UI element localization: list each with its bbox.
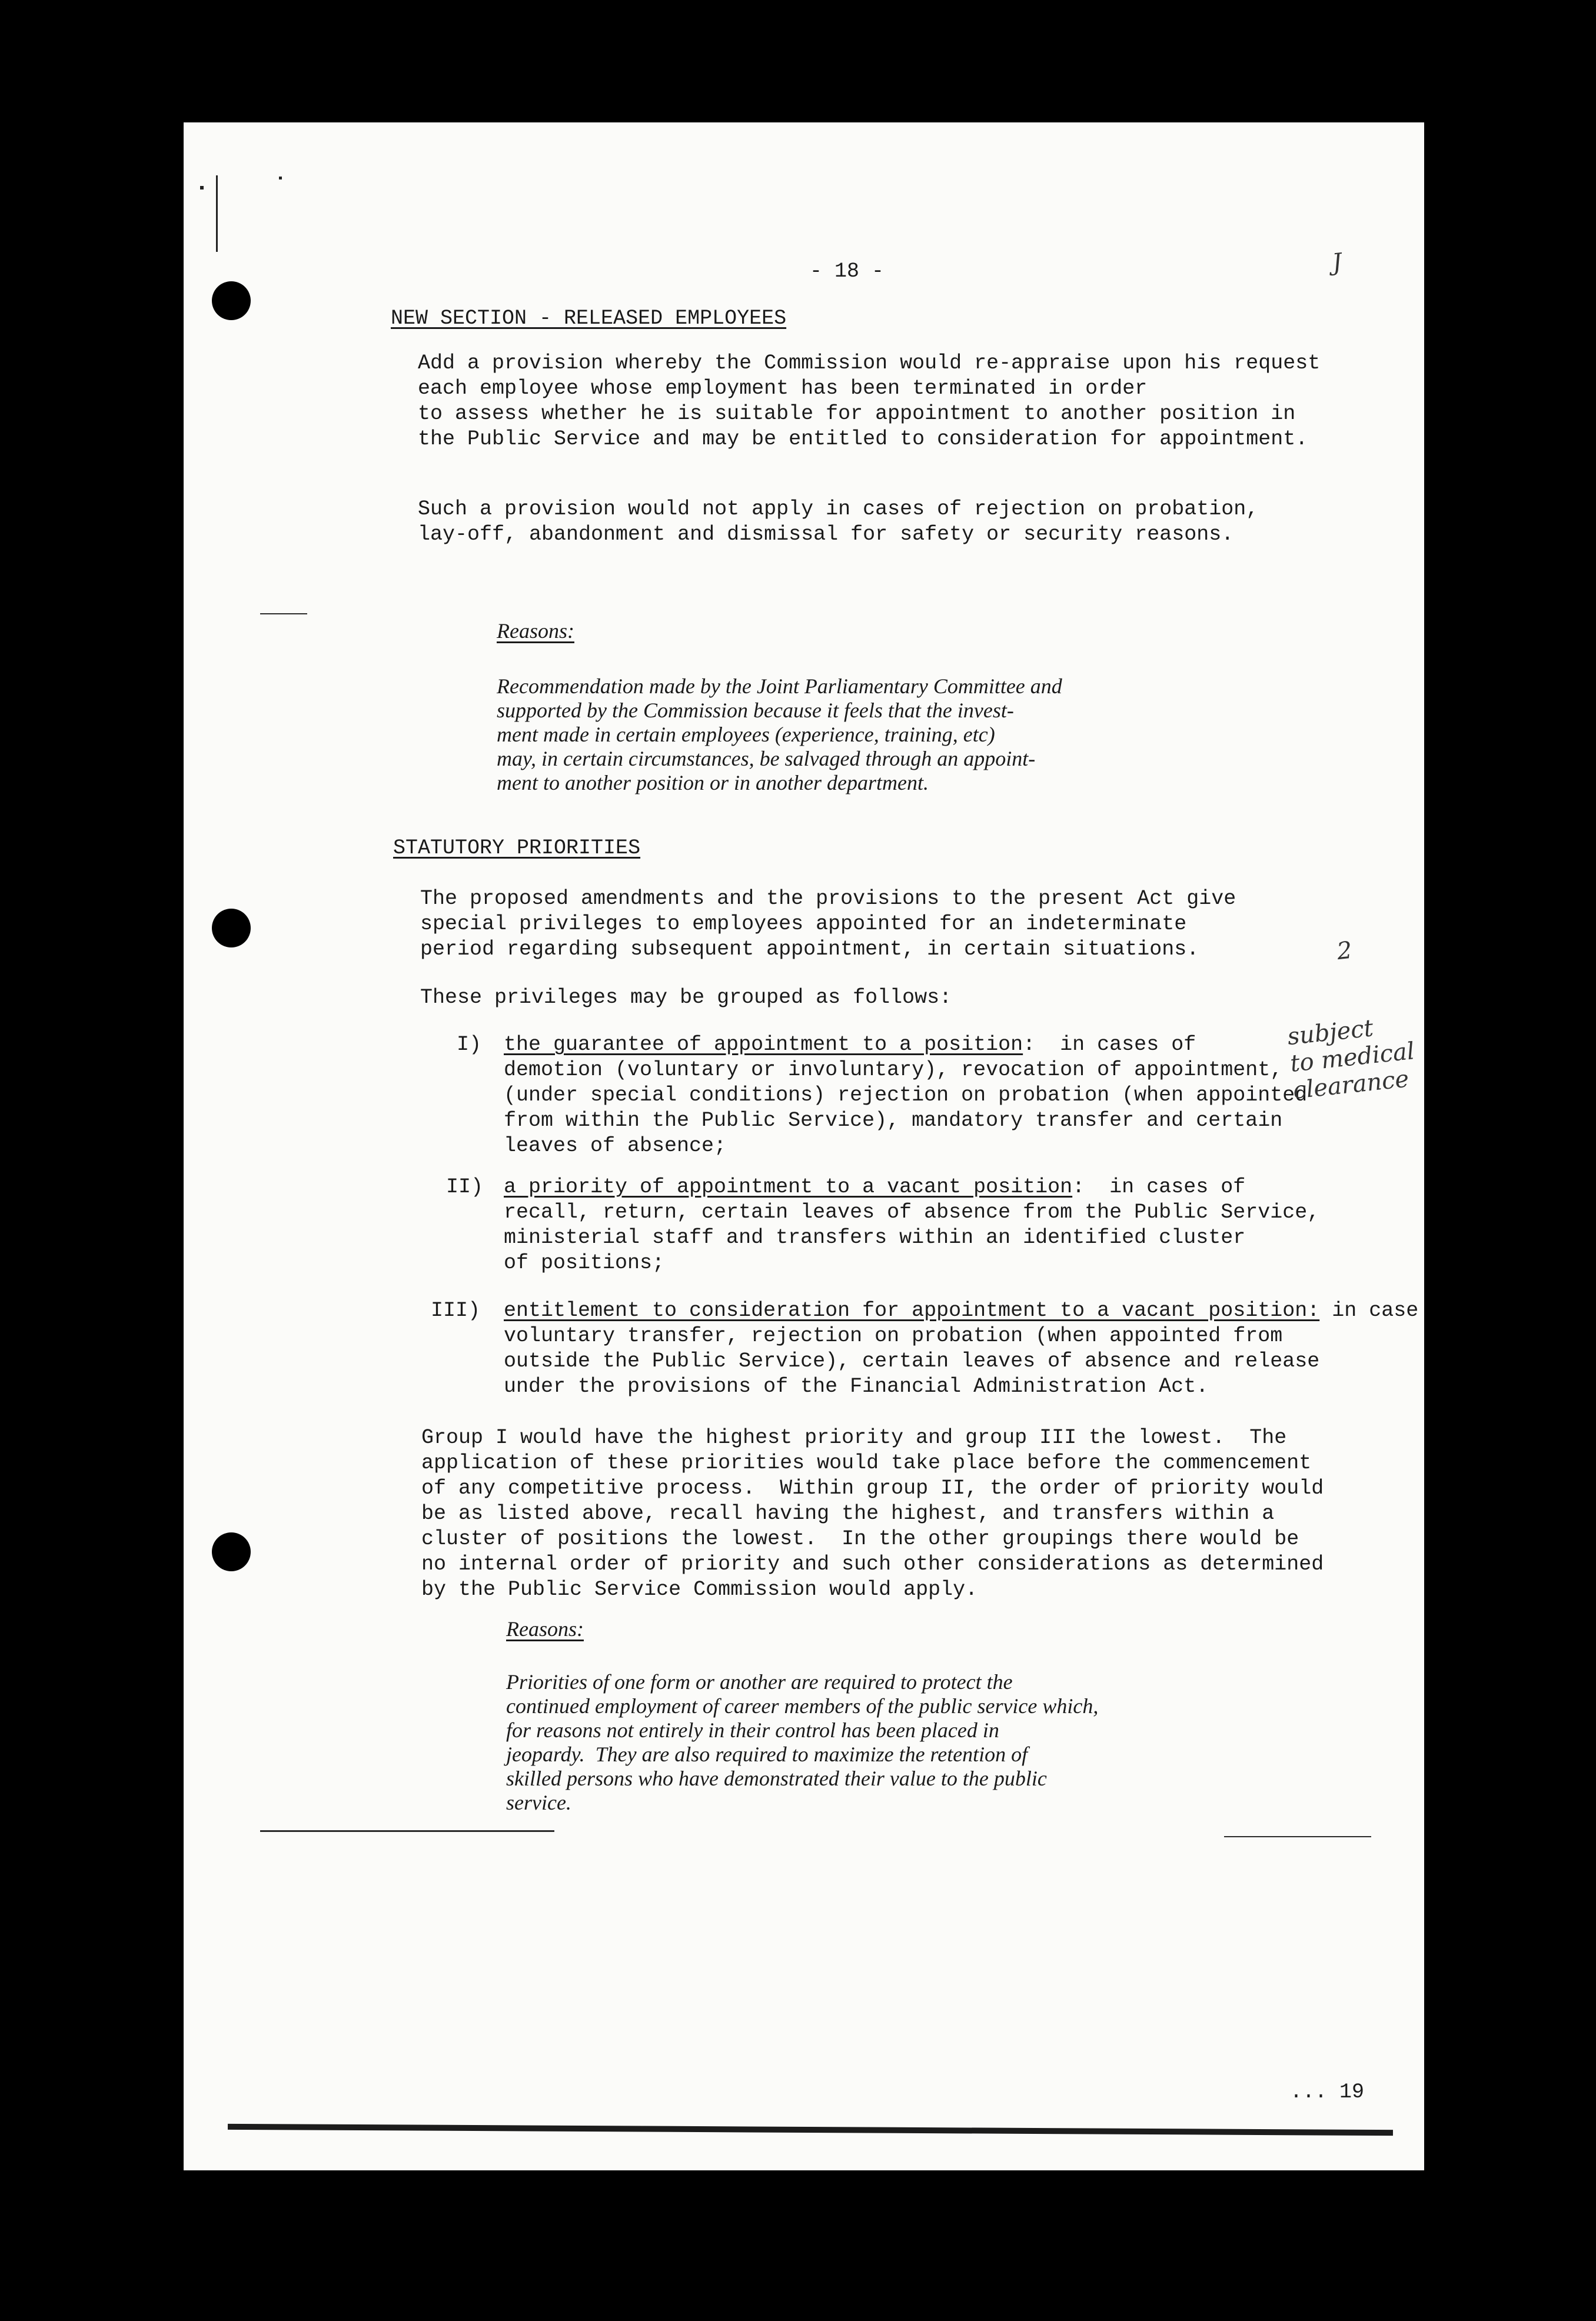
margin-dash: [260, 613, 307, 614]
list-item-number: II): [446, 1175, 484, 1199]
punch-hole: [212, 281, 251, 320]
continuation-marker: ... 19: [1290, 2080, 1365, 2104]
reasons-label: Reasons:: [506, 1617, 584, 1641]
released-employees-exception: Such a provision would not apply in cases of rejection on probation, lay-off, abandonment and dismissal for safety or security reasons.: [418, 497, 1259, 546]
punch-hole: [212, 1532, 251, 1571]
list-item-number: III): [431, 1299, 481, 1322]
torn-edge: [228, 2124, 1393, 2136]
list-item-first-rest: in case: [1319, 1299, 1419, 1322]
document-page: [184, 122, 1424, 2170]
list-item-first-rest: : in cases of: [1072, 1175, 1246, 1199]
margin-mark-2: 2: [1335, 936, 1354, 966]
list-item-body: voluntary transfer, rejection on probation (when appointed from outside the Public Service), certain leaves of absence and release under the provisions of the Financial Administration Act.: [504, 1324, 1320, 1398]
handwritten-annotation: subject to medical clearance: [1286, 1015, 1416, 1105]
list-item-title: a priority of appointment to a vacant position: [504, 1175, 1073, 1199]
list-item-first-line: [504, 1298, 1418, 1324]
released-employees-provision: Add a provision whereby the Commission would re-appraise upon his request each employee whose employment has been terminated in order to assess whether he is suitable for appointment to another position in the Public Service and may be entitled to consideration for appointment.: [418, 351, 1321, 451]
reasons-text: Priorities of one form or another are required to protect the continued employment of career members of the public service which, for reasons not entirely in their control has been placed in jeopardy. They are also required to maximize the retention of skilled persons who have demonstrated their value to the public service.: [506, 1670, 1099, 1814]
section-heading-released-employees: NEW SECTION - RELEASED EMPLOYEES: [391, 307, 787, 330]
horizontal-rule: [260, 1830, 554, 1832]
reasons-label: Reasons:: [497, 619, 574, 643]
list-item-number: I): [457, 1033, 482, 1056]
list-item-first-line: [504, 1175, 1245, 1200]
page-number: - 18 -: [810, 260, 885, 283]
speck: [200, 186, 204, 189]
list-item-first-line: [504, 1032, 1196, 1058]
list-item-body: demotion (voluntary or involuntary), revocation of appointment, (under special conditions) rejection on probation (when appointed from within the Public Service), mandatory transfer and certain leaves of absence;: [504, 1058, 1308, 1158]
speck: [279, 177, 282, 179]
section-heading-statutory-priorities: STATUTORY PRIORITIES: [393, 836, 641, 860]
list-item-body: recall, return, certain leaves of absence from the Public Service, ministerial staff and transfers within an identified cluster of positions;: [504, 1201, 1320, 1275]
priority-order-paragraph: Group I would have the highest priority and group III the lowest. The application of these priorities would take place before the commencement of any competitive process. Within group II, the order of priority would be as listed above, recall having the highest, and transfers within a cluster of positions the lowest. In the other groupings there would be no internal order of priority and such other considerations as determined by the Public Service Commission would apply.: [421, 1426, 1324, 1601]
horizontal-rule: [1224, 1836, 1371, 1837]
list-item-title: the guarantee of appointment to a position: [504, 1033, 1023, 1056]
statutory-priorities-intro: The proposed amendments and the provisions to the present Act give special privileges to employees appointed for an indeterminate period regarding subsequent appointment, in certain situations.: [420, 887, 1236, 961]
corner-mark: J: [1331, 248, 1344, 277]
privileges-grouping-intro: These privileges may be grouped as follows:: [420, 986, 952, 1009]
punch-hole: [212, 909, 251, 947]
list-item-title: entitlement to consideration for appointment to a vacant position:: [504, 1299, 1320, 1322]
binding-line: [216, 175, 218, 252]
reasons-text: Recommendation made by the Joint Parliamentary Committee and supported by the Commission because it feels that the invest- ment made in certain employees (experience, training, etc) may, in certain circumstances, be salvaged through an appoint- ment to another position or in another department.: [497, 674, 1062, 794]
list-item-first-rest: : in cases of: [1023, 1033, 1196, 1056]
